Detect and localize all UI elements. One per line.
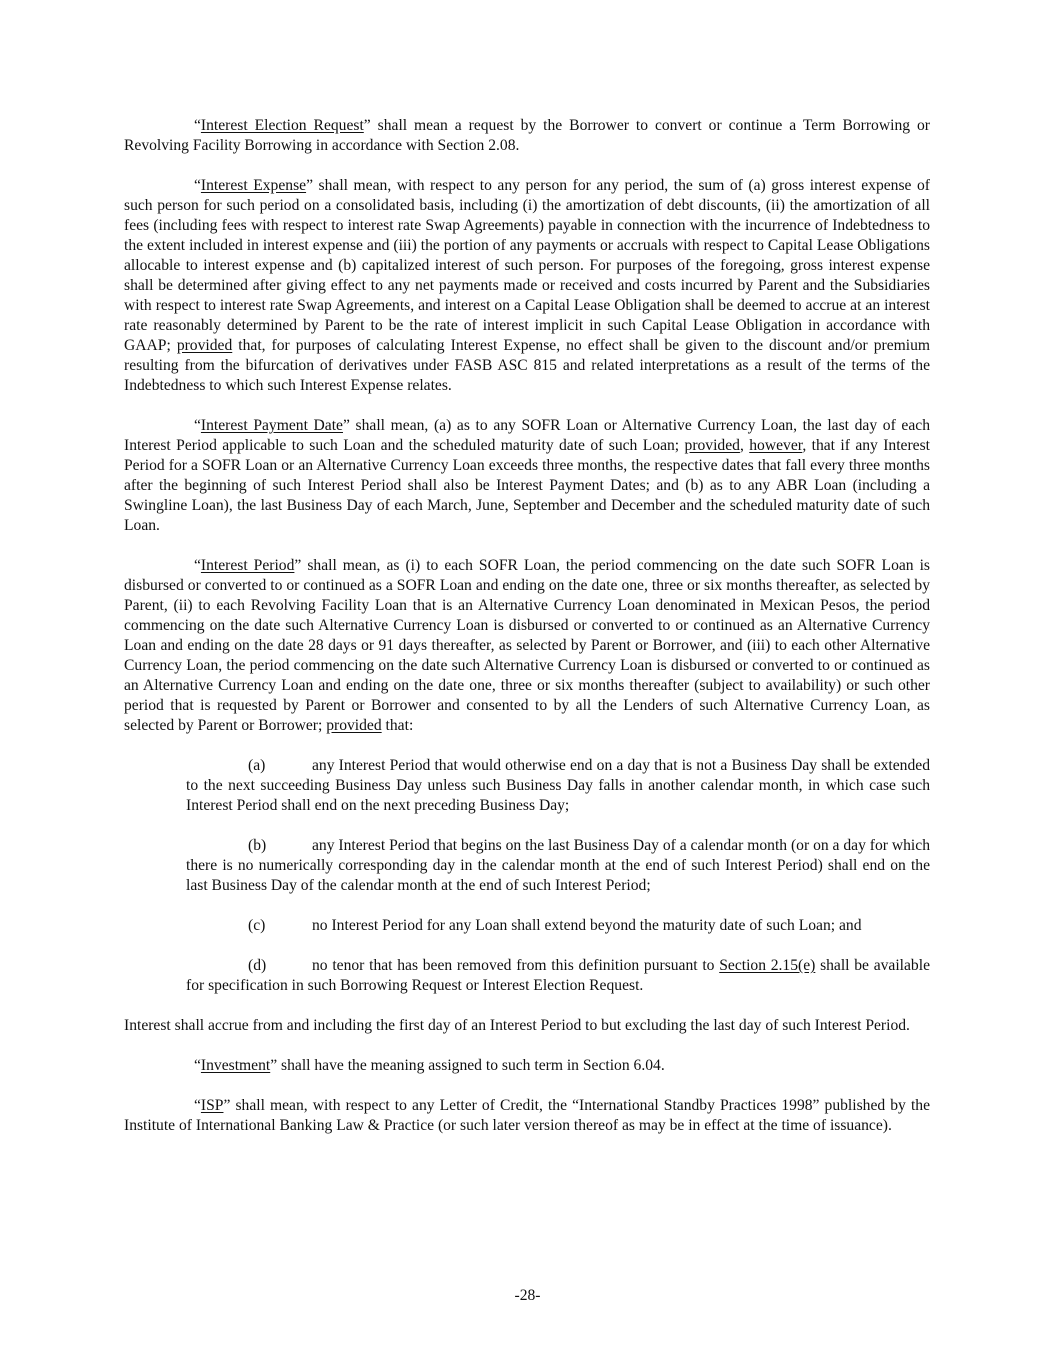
open-quote: “	[194, 557, 201, 574]
provided-term: provided	[684, 437, 740, 454]
provided-term: provided	[176, 337, 233, 354]
section-reference: Section 2.15(e)	[719, 957, 816, 974]
definition-text: ” shall mean, with respect to any person for any period, the sum of (a) gross interest expense of such person for such period on a consolidated basis, including (i) the amortization of debt discounts, (ii) the amortization of all fees (including fees with respect to interest rate Swap Agreements) payable in connection with the incurrence of Indebtedness to the extent included in interest expense and (iii) the portion of any payments or accruals with respect to Capital Lease Obligations allocable to interest expense and (b) capitalized interest of such person. For purposes of the foregoing, gross interest expense shall be determined after giving effect to any net payments made or received and costs incurred by Parent and the Subsidiaries with respect to interest rate Swap Agreements, and interest on a Capital Lease Obligation shall be deemed to accrue at an interest rate reasonably determined by Parent to be the rate of interest implicit in such Capital Lease Obligation in accordance with GAAP;	[124, 177, 930, 354]
document-page	[124, 116, 930, 1156]
clause-text: shall be available for specification in such Borrowing Request or Interest Election Request.	[186, 957, 930, 994]
clause-label: (a)	[248, 757, 266, 774]
clause-label: (c)	[248, 917, 266, 934]
defined-term: Interest Payment Date	[200, 417, 343, 434]
open-quote: “	[194, 1097, 201, 1114]
open-quote: “	[194, 417, 201, 434]
definition-text: ” shall mean, (a) as to any SOFR Loan or Alternative Currency Loan, the last day of each Interest Period applicable to such Loan and the scheduled maturity date of such Loan;	[124, 417, 930, 454]
defined-term: Interest Expense	[200, 177, 307, 194]
clause-text: no Interest Period for any Loan shall extend beyond the maturity date of such Loan; and	[312, 917, 862, 934]
provided-term: provided	[326, 717, 382, 734]
definition-text: that:	[381, 717, 414, 734]
clause-a	[186, 756, 930, 816]
definition-interest-payment-date	[124, 416, 930, 536]
clause-text: any Interest Period that would otherwise end on a day that is not a Business Day shall be extended to the next succeeding Business Day unless such Business Day falls in another calendar month, in which case such Interest Period shall end on the next preceding Business Day;	[186, 757, 930, 814]
definition-investment	[124, 1056, 930, 1076]
definition-text: ” shall have the meaning assigned to such term in Section 6.04.	[270, 1057, 665, 1074]
definition-isp	[124, 1096, 930, 1136]
however-term: however	[749, 437, 803, 454]
definition-interest-election-request	[124, 116, 930, 156]
open-quote: “	[194, 1057, 201, 1074]
definition-interest-period	[124, 556, 930, 736]
clause-c	[186, 916, 930, 936]
clause-text: any Interest Period that begins on the last Business Day of a calendar month (or on a day for which there is no numerically corresponding day in the calendar month at the end of such Interest Period) shall end on the last Business Day of the calendar month at the end of such Interest Period;	[186, 837, 930, 894]
defined-term: Interest Election Request	[200, 117, 364, 134]
definition-interest-expense	[124, 176, 930, 396]
definition-text: that, for purposes of calculating Interest Expense, no effect shall be given to the discount and/or premium resulting from the bifurcation of derivatives under FASB ASC 815 and related interpretations as a result of the terms of the Indebtedness to which such Interest Expense relates.	[124, 337, 931, 394]
definition-text: ” shall mean, as (i) to each SOFR Loan, the period commencing on the date such SOFR Loan is disbursed or converted to or continued as a SOFR Loan and ending on the date one, three or six months thereafter, as selected by Parent, (ii) to each Revolving Facility Loan that is an Alternative Currency Loan denominated in Mexican Pesos, the period commencing on the date such Alternative Currency Loan is disbursed or converted to or continued as an Alternative Currency Loan and ending on the date 28 days or 91 days thereafter, as selected by Parent or Borrower, and (iii) to each other Alternative Currency Loan, the period commencing on the date such Alternative Currency Loan is disbursed or converted to or continued as an Alternative Currency Loan and ending on the date one, three or six months thereafter (subject to availability) or such other period that is requested by Parent or Borrower and consented to by all the Lenders of such Alternative Currency Loan, as selected by Parent or Borrower;	[124, 557, 930, 734]
definition-text: ” shall mean a request by the Borrower to convert or continue a Term Borrowing or Revolving Facility Borrowing in accordance with Section 2.08.	[124, 117, 930, 154]
defined-term: ISP	[200, 1097, 224, 1114]
defined-term: Interest Period	[200, 557, 295, 574]
clause-d	[186, 956, 930, 996]
defined-term: Investment	[200, 1057, 271, 1074]
interest-accrual-paragraph: Interest shall accrue from and including the first day of an Interest Period to but excluding the last day of such Interest Period.	[124, 1017, 910, 1034]
page-number: -28-	[514, 1287, 541, 1304]
clause-label: (b)	[248, 837, 267, 854]
definition-text: , that if any Interest Period for a SOFR Loan or an Alternative Currency Loan exceeds three months, the respective dates that fall every three months after the beginning of such Interest Period shall also be Interest Payment Dates; and (b) as to any ABR Loan (including a Swingline Loan), the last Business Day of each March, June, September and December and the scheduled maturity date of such Loan.	[124, 437, 930, 534]
clause-label: (d)	[248, 957, 267, 974]
open-quote: “	[194, 177, 201, 194]
definition-text: ” shall mean, with respect to any Letter of Credit, the “International Standby Practices 1998” published by the Institute of International Banking Law & Practice (or such later version thereof as may be in effect at the time of issuance).	[124, 1097, 930, 1134]
clause-b	[186, 836, 930, 896]
comma: ,	[739, 437, 750, 454]
open-quote: “	[194, 117, 201, 134]
clause-text: no tenor that has been removed from this definition pursuant to	[312, 957, 720, 974]
